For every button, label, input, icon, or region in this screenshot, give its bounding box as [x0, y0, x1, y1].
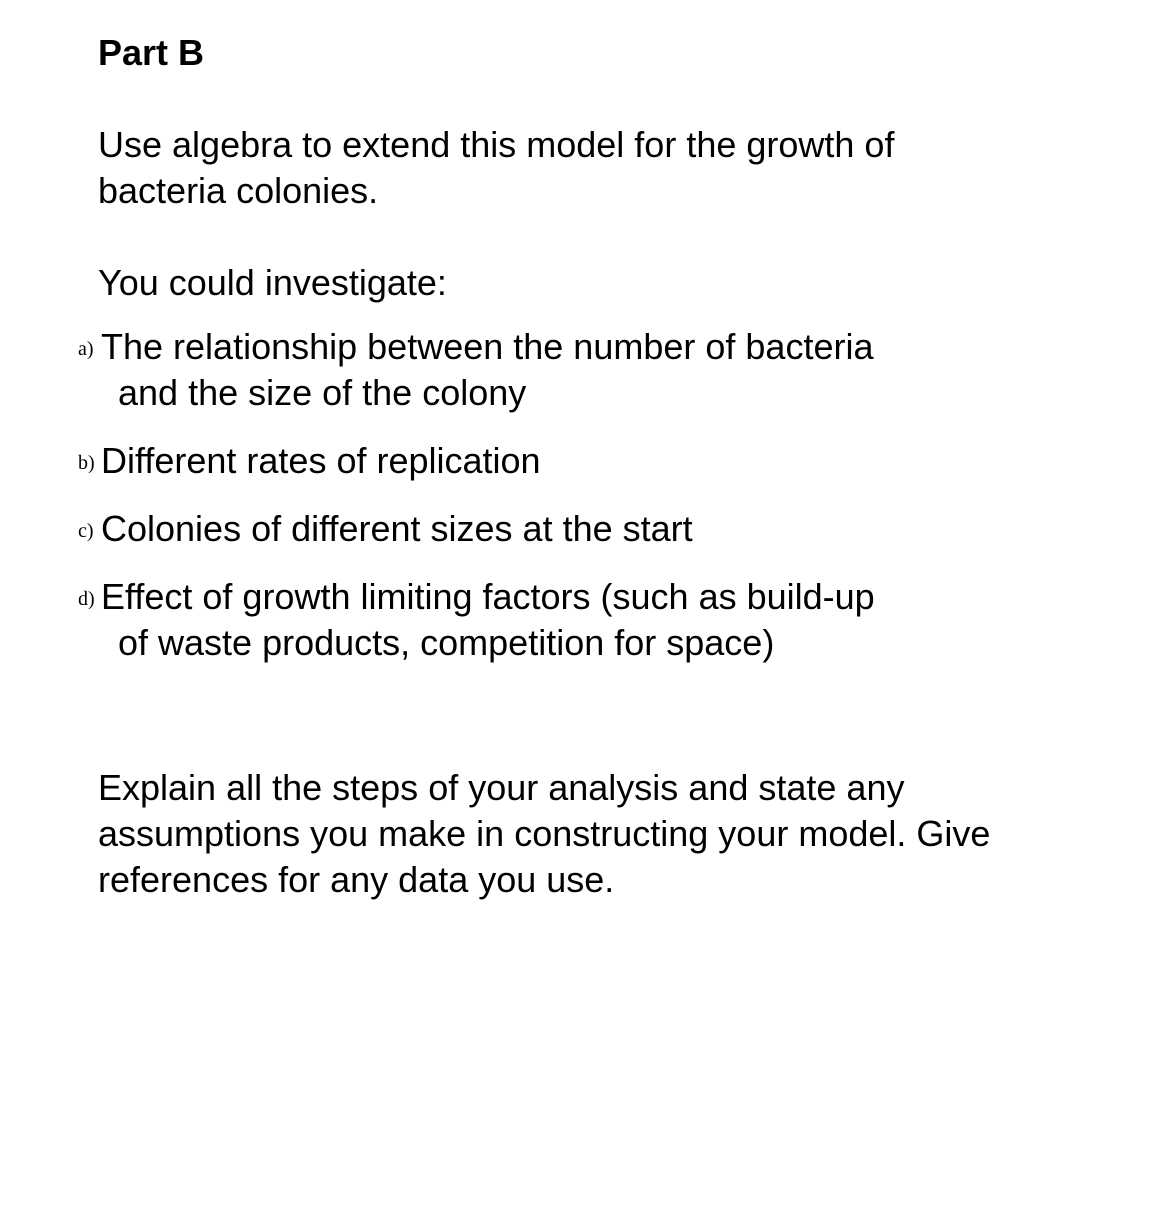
- list-item-b-line-1: Different rates of replication: [101, 440, 541, 481]
- intro-line-1: Use algebra to extend this model for the growth of: [98, 124, 895, 165]
- list-item-text-b: [84, 438, 541, 484]
- investigation-list: [78, 324, 978, 688]
- investigate-lead: You could investigate:: [98, 262, 447, 303]
- closing-line-2: assumptions you make in constructing your model. Give: [98, 813, 991, 854]
- closing-line-3: references for any data you use.: [98, 859, 615, 900]
- list-item-a: [78, 324, 978, 416]
- list-item-text-a: [84, 324, 873, 416]
- list-item-d-line-1: Effect of growth limiting factors (such as build-up: [101, 576, 875, 617]
- intro-paragraph: [98, 122, 1128, 214]
- list-item-c: [78, 506, 978, 552]
- list-item-text-c: [84, 506, 693, 552]
- list-marker-b: b): [78, 452, 95, 474]
- list-item-d-line-2: of waste products, competition for space): [118, 622, 775, 663]
- closing-paragraph: [98, 765, 1128, 903]
- list-item-d: [78, 574, 978, 666]
- closing-line-1: Explain all the steps of your analysis and state any: [98, 767, 905, 808]
- list-marker-a: a): [78, 338, 94, 360]
- document-page: [98, 30, 1128, 306]
- intro-line-2: bacteria colonies.: [98, 170, 379, 211]
- list-marker-c: c): [78, 520, 94, 542]
- list-item-text-d: [84, 574, 875, 666]
- section-heading: Part B: [98, 32, 205, 73]
- list-item-a-line-2: and the size of the colony: [118, 372, 527, 413]
- list-item-b: [78, 438, 978, 484]
- list-marker-d: d): [78, 588, 95, 610]
- list-item-c-line-1: Colonies of different sizes at the start: [101, 508, 693, 549]
- list-item-a-line-1: The relationship between the number of bacteria: [101, 326, 874, 367]
